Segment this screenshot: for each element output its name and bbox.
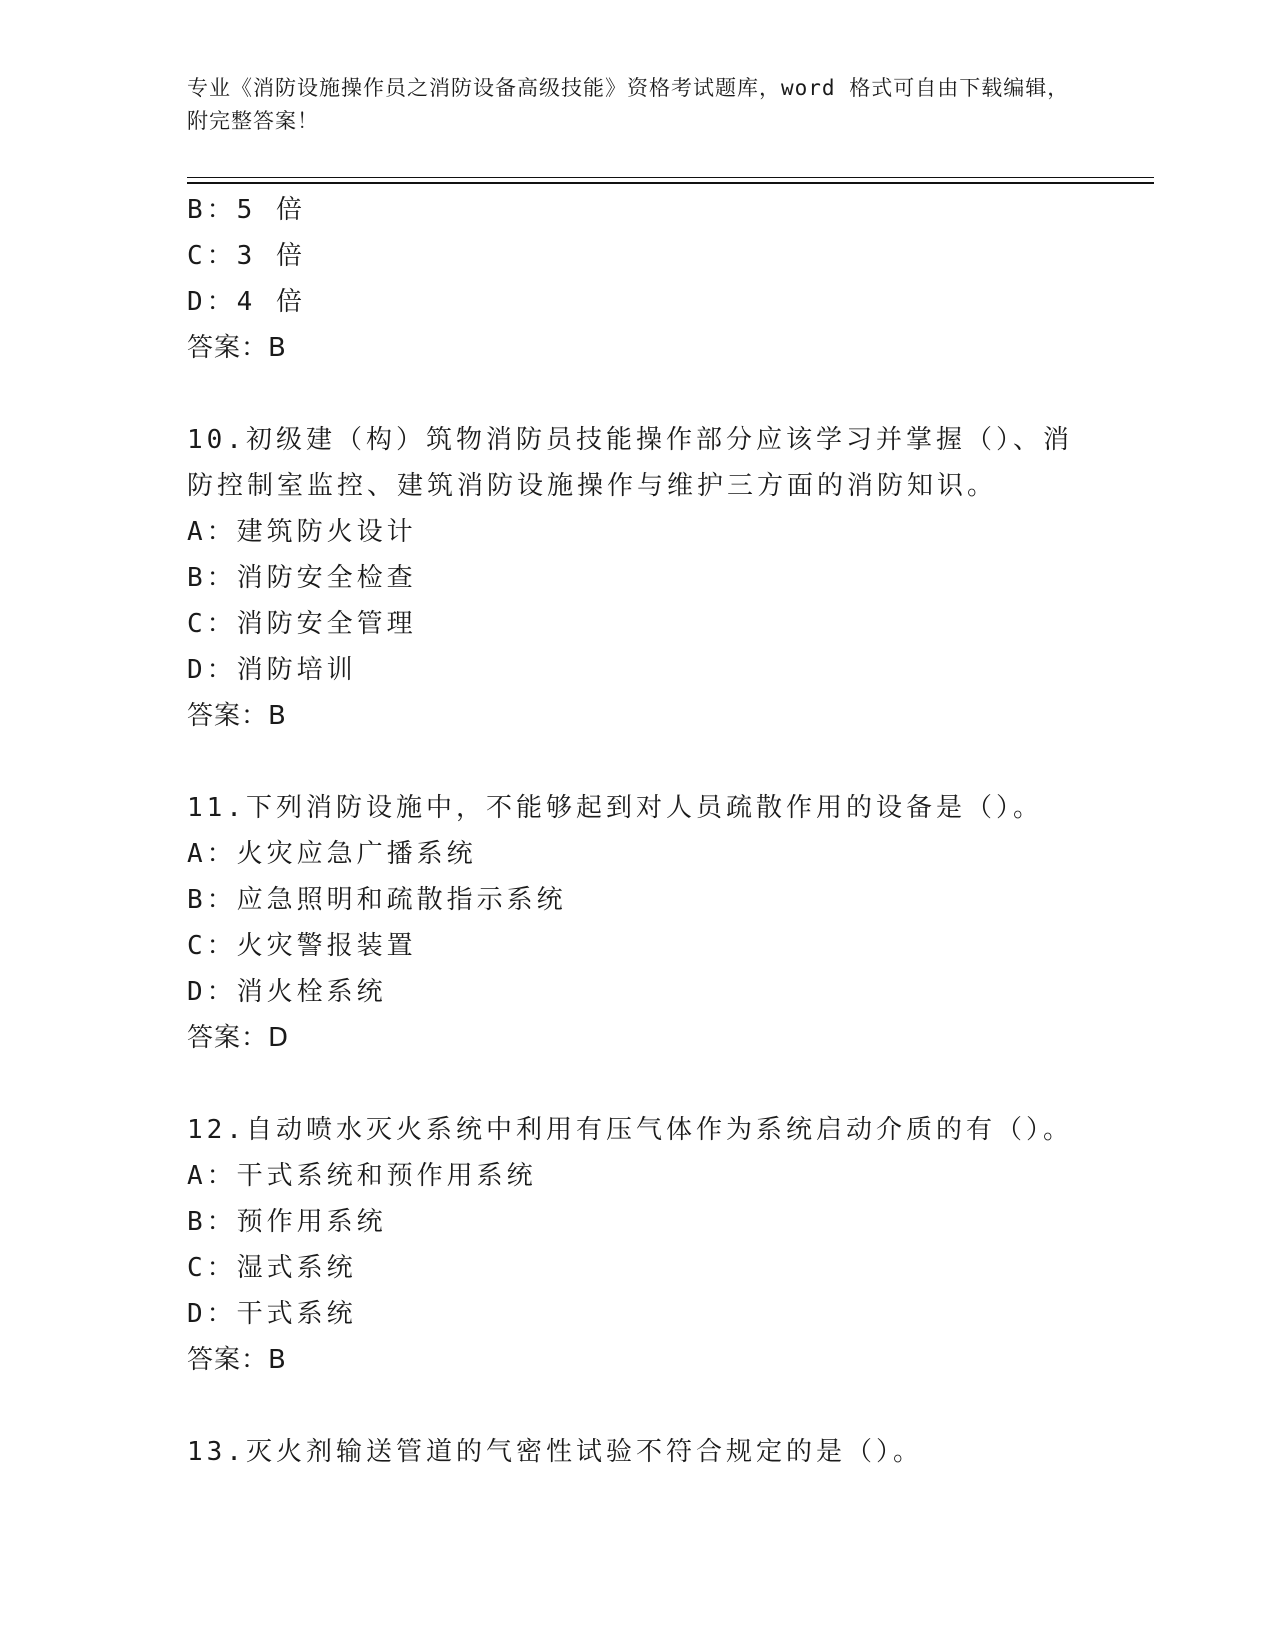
- option-c: C：湿式系统: [187, 1253, 357, 1283]
- header-rule-thick: [187, 182, 1154, 184]
- question-10: [187, 417, 1087, 739]
- header-text: 专业《消防设施操作员之消防设备高级技能》资格考试题库，word 格式可自由下载编辑，附完整答案！: [187, 76, 1070, 133]
- question-text: 12.自动喷水灭火系统中利用有压气体作为系统启动介质的有（）。: [187, 1115, 1073, 1145]
- option-d: D：消火栓系统: [187, 977, 387, 1007]
- option-b: B：5 倍: [187, 195, 306, 225]
- question-content: [187, 187, 1087, 1475]
- question-9-continuation: [187, 187, 1087, 371]
- header-rule-thin: [187, 177, 1154, 178]
- option-d: D：干式系统: [187, 1299, 357, 1329]
- answer: 答案：B: [187, 333, 287, 363]
- option-b: B：应急照明和疏散指示系统: [187, 885, 567, 915]
- question-text: 10.初级建（构）筑物消防员技能操作部分应该学习并掌握（）、消防控制室监控、建筑消防设施操作与维护三方面的消防知识。: [187, 425, 1073, 501]
- option-c: C：3 倍: [187, 241, 306, 271]
- answer: 答案：B: [187, 1345, 287, 1375]
- question-11: [187, 785, 1087, 1061]
- option-c: C：火灾警报装置: [187, 931, 417, 961]
- option-a: A：干式系统和预作用系统: [187, 1161, 537, 1191]
- question-12: [187, 1107, 1087, 1383]
- question-13: [187, 1429, 1087, 1475]
- option-c: C：消防安全管理: [187, 609, 417, 639]
- answer: 答案：D: [187, 1023, 290, 1053]
- question-text: 11.下列消防设施中，不能够起到对人员疏散作用的设备是（）。: [187, 793, 1043, 823]
- option-d: D：4 倍: [187, 287, 306, 317]
- answer: 答案：B: [187, 701, 287, 731]
- option-a: A：火灾应急广播系统: [187, 839, 477, 869]
- option-d: D：消防培训: [187, 655, 357, 685]
- question-text: 13.灭火剂输送管道的气密性试验不符合规定的是（）。: [187, 1437, 923, 1467]
- document-header: [187, 72, 1087, 138]
- option-a: A：建筑防火设计: [187, 517, 417, 547]
- option-b: B：预作用系统: [187, 1207, 387, 1237]
- option-b: B：消防安全检查: [187, 563, 417, 593]
